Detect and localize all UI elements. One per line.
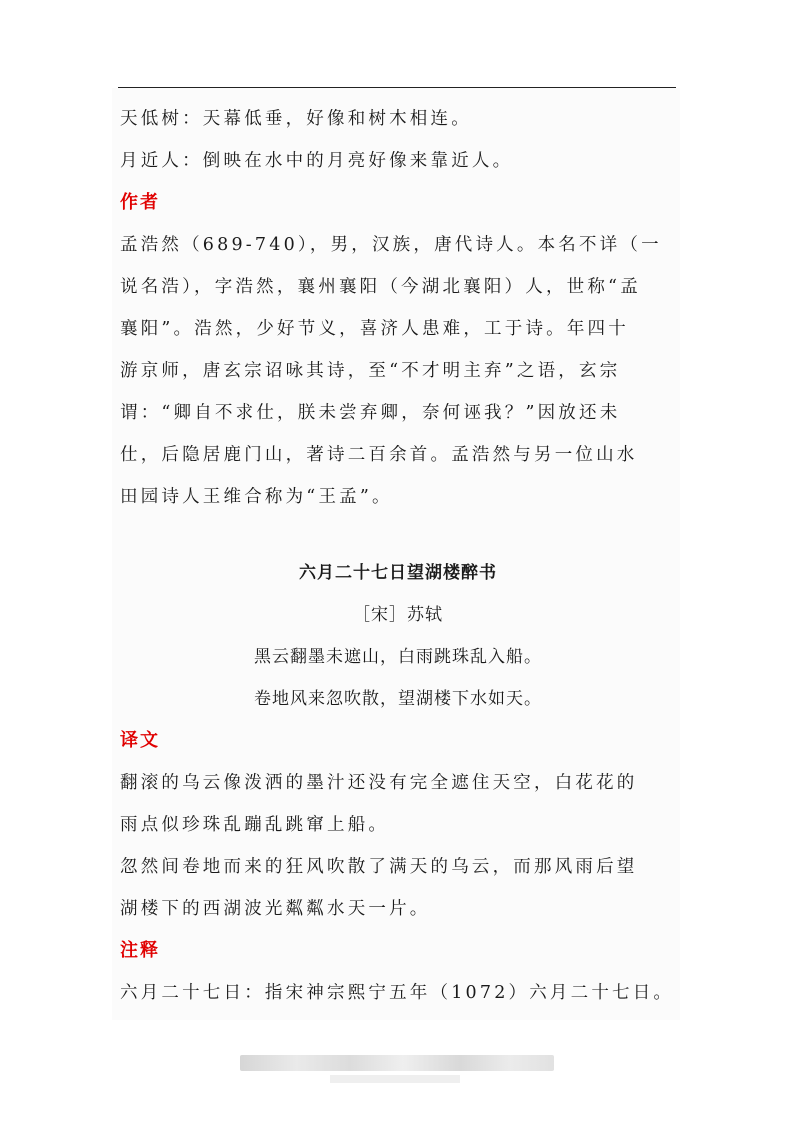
author-line: 仕，后隐居鹿门山，著诗二百余首。孟浩然与另一位山水	[120, 445, 638, 465]
author-line: 孟浩然（689-740），男，汉族，唐代诗人。本名不详（一	[120, 235, 662, 255]
author-heading: 作者	[120, 192, 160, 213]
notes-heading: 注释	[120, 940, 160, 961]
translation-line: 翻滚的乌云像泼洒的墨汁还没有完全遮住天空，白花花的	[120, 773, 638, 793]
author-line: 游京师，唐玄宗诏咏其诗，至“不才明主弃”之语，玄宗	[120, 361, 621, 381]
note-line: 天低树：天幕低垂，好像和树木相连。	[120, 109, 472, 129]
header-rule	[118, 87, 676, 88]
translation-line: 雨点似珍珠乱蹦乱跳窜上船。	[120, 815, 390, 835]
blurred-footer-watermark	[240, 1055, 554, 1071]
poem-line: 黑云翻墨未遮山，白雨跳珠乱入船。	[254, 647, 542, 667]
note-line: 月近人：倒映在水中的月亮好像来靠近人。	[120, 151, 514, 171]
poem-title: 六月二十七日望湖楼醉书	[299, 563, 497, 583]
blurred-footer-sub	[330, 1075, 460, 1083]
author-line: 谓：“卿自不求仕，朕未尝弃卿，奈何诬我？”因放还未	[120, 403, 621, 423]
notes-line: 六月二十七日：指宋神宗熙宁五年（1072）六月二十七日。	[120, 983, 675, 1003]
translation-line: 湖楼下的西湖波光粼粼水天一片。	[120, 899, 431, 919]
poem-line: 卷地风来忽吹散，望湖楼下水如天。	[254, 689, 542, 709]
document-body	[120, 98, 676, 1014]
translation-heading: 译文	[120, 730, 160, 751]
author-line: 襄阳”。浩然，少好节义，喜济人患难，工于诗。年四十	[120, 319, 629, 339]
author-line: 说名浩），字浩然，襄州襄阳（今湖北襄阳）人，世称“孟	[120, 277, 641, 297]
poem-author: ［宋］苏轼	[353, 605, 443, 625]
translation-line: 忽然间卷地而来的狂风吹散了满天的乌云，而那风雨后望	[120, 857, 638, 877]
author-line: 田园诗人王维合称为“王孟”。	[120, 487, 393, 507]
